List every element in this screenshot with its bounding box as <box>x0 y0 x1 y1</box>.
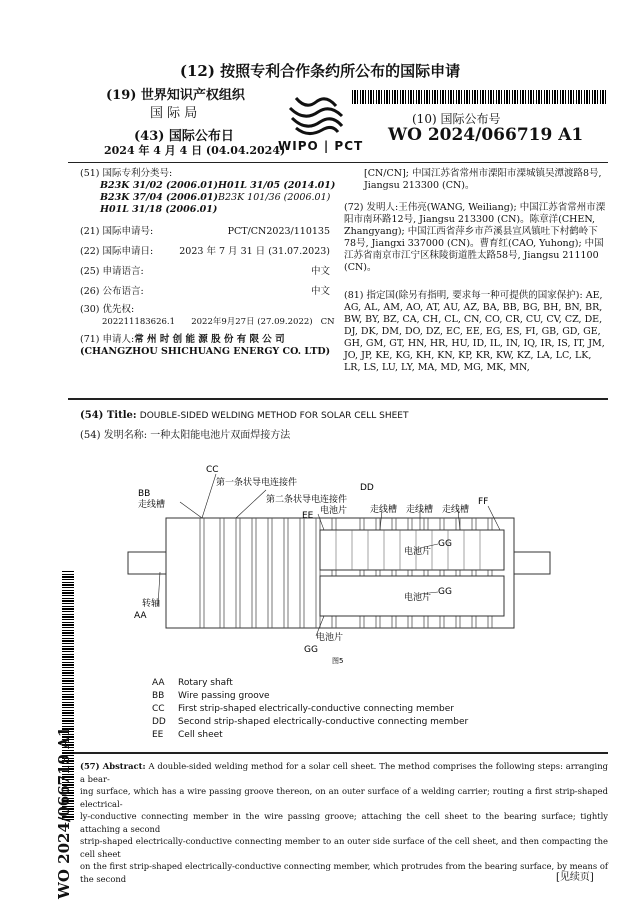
left-shaft <box>128 552 166 574</box>
side-pub-code: WO 2024/066719 A1 <box>55 726 73 899</box>
f72 <box>344 202 608 274</box>
abstract-divider <box>68 752 608 754</box>
abstract-line-4: strip-shaped electrically-conductive connecting member to an outer side surface of the cell sheet, and then compacting the cell sheet <box>80 836 608 859</box>
title-zh-value: 一种太阳能电池片双面焊接方法 <box>150 430 291 441</box>
pubdate-label: (43) 国际公布日 <box>134 129 234 144</box>
title-en-value: DOUBLE-SIDED WELDING METHOD FOR SOLAR CELL SHEET <box>139 411 409 421</box>
f30-value: 202211183626.1 2022年9月27日 (27.09.2022) CN <box>102 317 335 327</box>
legend-aa: AA Rotary shaft <box>152 678 233 688</box>
addr-cont: [CN/CN]; 中国江苏省常州市溧阳市溧城镇吴潭渡路8号, Jiangsu 213300 (CN)。 <box>364 168 602 191</box>
f21-value: PCT/CN2023/110135 <box>227 226 330 237</box>
f71-label: (71) 申请人: <box>80 334 135 345</box>
pubno-label: (10) 国际公布号 <box>412 112 501 126</box>
legend-cc: CC First strip-shaped electrically-conductive connecting member <box>152 704 454 714</box>
label-ee: EE <box>302 511 314 521</box>
label-gg-top: GG <box>438 539 452 549</box>
abstract-line-1: A double-sided welding method for a solar cell sheet. The method comprises the following steps: arranging a bear- <box>80 761 608 784</box>
f26-value: 中文 <box>310 286 330 297</box>
wipo-logo-text: WIPO | PCT <box>278 139 364 153</box>
f22-label: (22) 国际申请日: <box>80 246 154 257</box>
pubdate: 2024 年 4 月 4 日 (04.04.2024) <box>104 144 286 157</box>
f30-label: (30) 优先权: <box>80 304 135 315</box>
f25-label: (25) 申请语言: <box>80 266 144 277</box>
label-aa: AA <box>134 611 147 621</box>
title-en <box>80 410 408 422</box>
f81-value: (除另有指明, 要求每一种可提供的国家保护): AE, AG, AL, AM, AO, AT, AU, AZ, BA, BB, BG, BH, BN, BR, BW, BY, BZ, CA, CH, CL, CN, CO, CR, CU, CV, CZ, DE, DJ, DK, DM, DO, DZ, EC, EE, EG, ES, FI, GB, GD, GE, GH, GM, GT, HN, HR, HU, ID, IL, IN, IQ, IR, IS, IT, JM, JO, JP, KE, KG, KH, KN, KP, KR, KW, KZ, LA, LC, LK, LR, LS, LU, LY, MA, MD, MG, MK, MN, <box>344 290 605 373</box>
header-divider <box>68 162 608 163</box>
abstract <box>80 760 608 885</box>
f21-label: (21) 国际申请号: <box>80 226 154 237</box>
label-shaft: 转轴 <box>142 599 161 609</box>
f72-label: (72) 发明人: <box>344 202 399 213</box>
org-label: (19) 世界知识产权组织 <box>106 88 245 103</box>
label-dd: DD <box>360 483 374 493</box>
f21 <box>80 226 330 238</box>
ipc-table <box>100 180 348 216</box>
label-cc: CC <box>206 465 219 475</box>
ipc-2: H01L 31/05 (2014.01) <box>218 180 336 191</box>
abstract-line-3: ly-conductive connecting member in the wire passing groove; attaching the cell sheet to the bearing surface; tightly attaching a second <box>80 811 608 834</box>
legend-ee: EE Cell sheet <box>152 730 223 740</box>
ipc-5: H01L 31/18 (2006.01) <box>100 204 218 215</box>
label-groove-3: 走线槽 <box>442 505 470 515</box>
f71 <box>80 334 332 358</box>
label-gg-bottom: GG <box>304 645 318 655</box>
f22-value: 2023 年 7 月 31 日 (31.07.2023) <box>179 246 330 257</box>
legend-bb: BB Wire passing groove <box>152 691 270 701</box>
f72-value: 王伟亮(WANG, Weiliang); 中国江苏省常州市溧阳市南环路12号, Jiangsu 213300 (CN)。陈章洋(CHEN, Zhangyang); 中国江西省萍乡市芦溪县宣风镇吐下村鹤岭下78号, Jiangxi 337000 (CN)。曹育红(CAO, Yuhong); 中国江苏省南京市江宁区秣陵街道胜太路58号, Jiangsu 211100 (CN)。 <box>344 202 606 273</box>
figure-5 <box>120 460 560 670</box>
top-barcode <box>352 90 608 104</box>
abstract-label: (57) Abstract: <box>80 761 146 771</box>
label-groove-2: 走线槽 <box>406 505 434 515</box>
ipc-4: B23K 101/36 (2006.01) <box>218 192 331 203</box>
ipc-3: B23K 37/04 (2006.01) <box>100 192 218 203</box>
f51-label <box>80 168 172 180</box>
f51-label-text: (51) 国际专利分类号: <box>80 168 173 179</box>
label-cell-bottom: 电池片 <box>316 633 344 643</box>
title-en-label: (54) Title: <box>80 410 137 421</box>
publication-title: (12) 按照专利合作条约所公布的国际申请 <box>179 62 461 80</box>
label-second-member: 第二条状导电连接件 <box>266 495 348 505</box>
title-zh <box>80 430 290 442</box>
org-sub: 国 际 局 <box>150 106 198 121</box>
label-first-member: 第一条状导电连接件 <box>216 478 298 488</box>
abstract-line-2: ing surface, which has a wire passing groove thereon, on an outer surface of a welding carrier; routing a first strip-shaped electrical- <box>80 786 608 809</box>
pubno: WO 2024/066719 A1 <box>388 125 584 145</box>
right-shaft <box>514 552 550 574</box>
f26-label: (26) 公布语言: <box>80 286 144 297</box>
label-cell-mid-top: 电池片 <box>404 547 432 557</box>
f22 <box>80 246 330 258</box>
abstract-line-5: on the first strip-shaped electrically-conductive connecting member, which protrudes from the bearing surface, by means of the second <box>80 861 608 884</box>
f71-value: 常 州 时 创 能 源 股 份 有 限 公 司(CHANGZHOU SHICHUANG ENERGY CO. LTD) <box>80 334 331 357</box>
f81 <box>344 290 608 374</box>
label-ff: FF <box>478 497 489 507</box>
label-cell-top: 电池片 <box>320 506 348 516</box>
label-bb: BB <box>138 489 151 499</box>
label-groove-1: 走线槽 <box>370 505 398 515</box>
continued-note: [见续页] <box>556 872 594 883</box>
f30 <box>80 304 336 328</box>
f26 <box>80 286 330 298</box>
label-cell-mid-bottom: 电池片 <box>404 593 432 603</box>
wipo-logo <box>276 92 366 158</box>
ipc-1: B23K 31/02 (2006.01) <box>100 180 218 191</box>
f25-value: 中文 <box>310 266 330 277</box>
figure-caption: 图5 <box>332 657 344 665</box>
f81-label: (81) 指定国 <box>344 290 396 301</box>
label-groove-left: 走线槽 <box>138 500 166 510</box>
label-gg-right: GG <box>438 587 452 597</box>
f25 <box>80 266 330 278</box>
title-zh-label: (54) 发明名称: <box>80 430 148 441</box>
drawing <box>120 460 560 670</box>
title-divider <box>68 398 608 400</box>
legend-dd: DD Second strip-shaped electrically-conductive connecting member <box>152 717 469 727</box>
